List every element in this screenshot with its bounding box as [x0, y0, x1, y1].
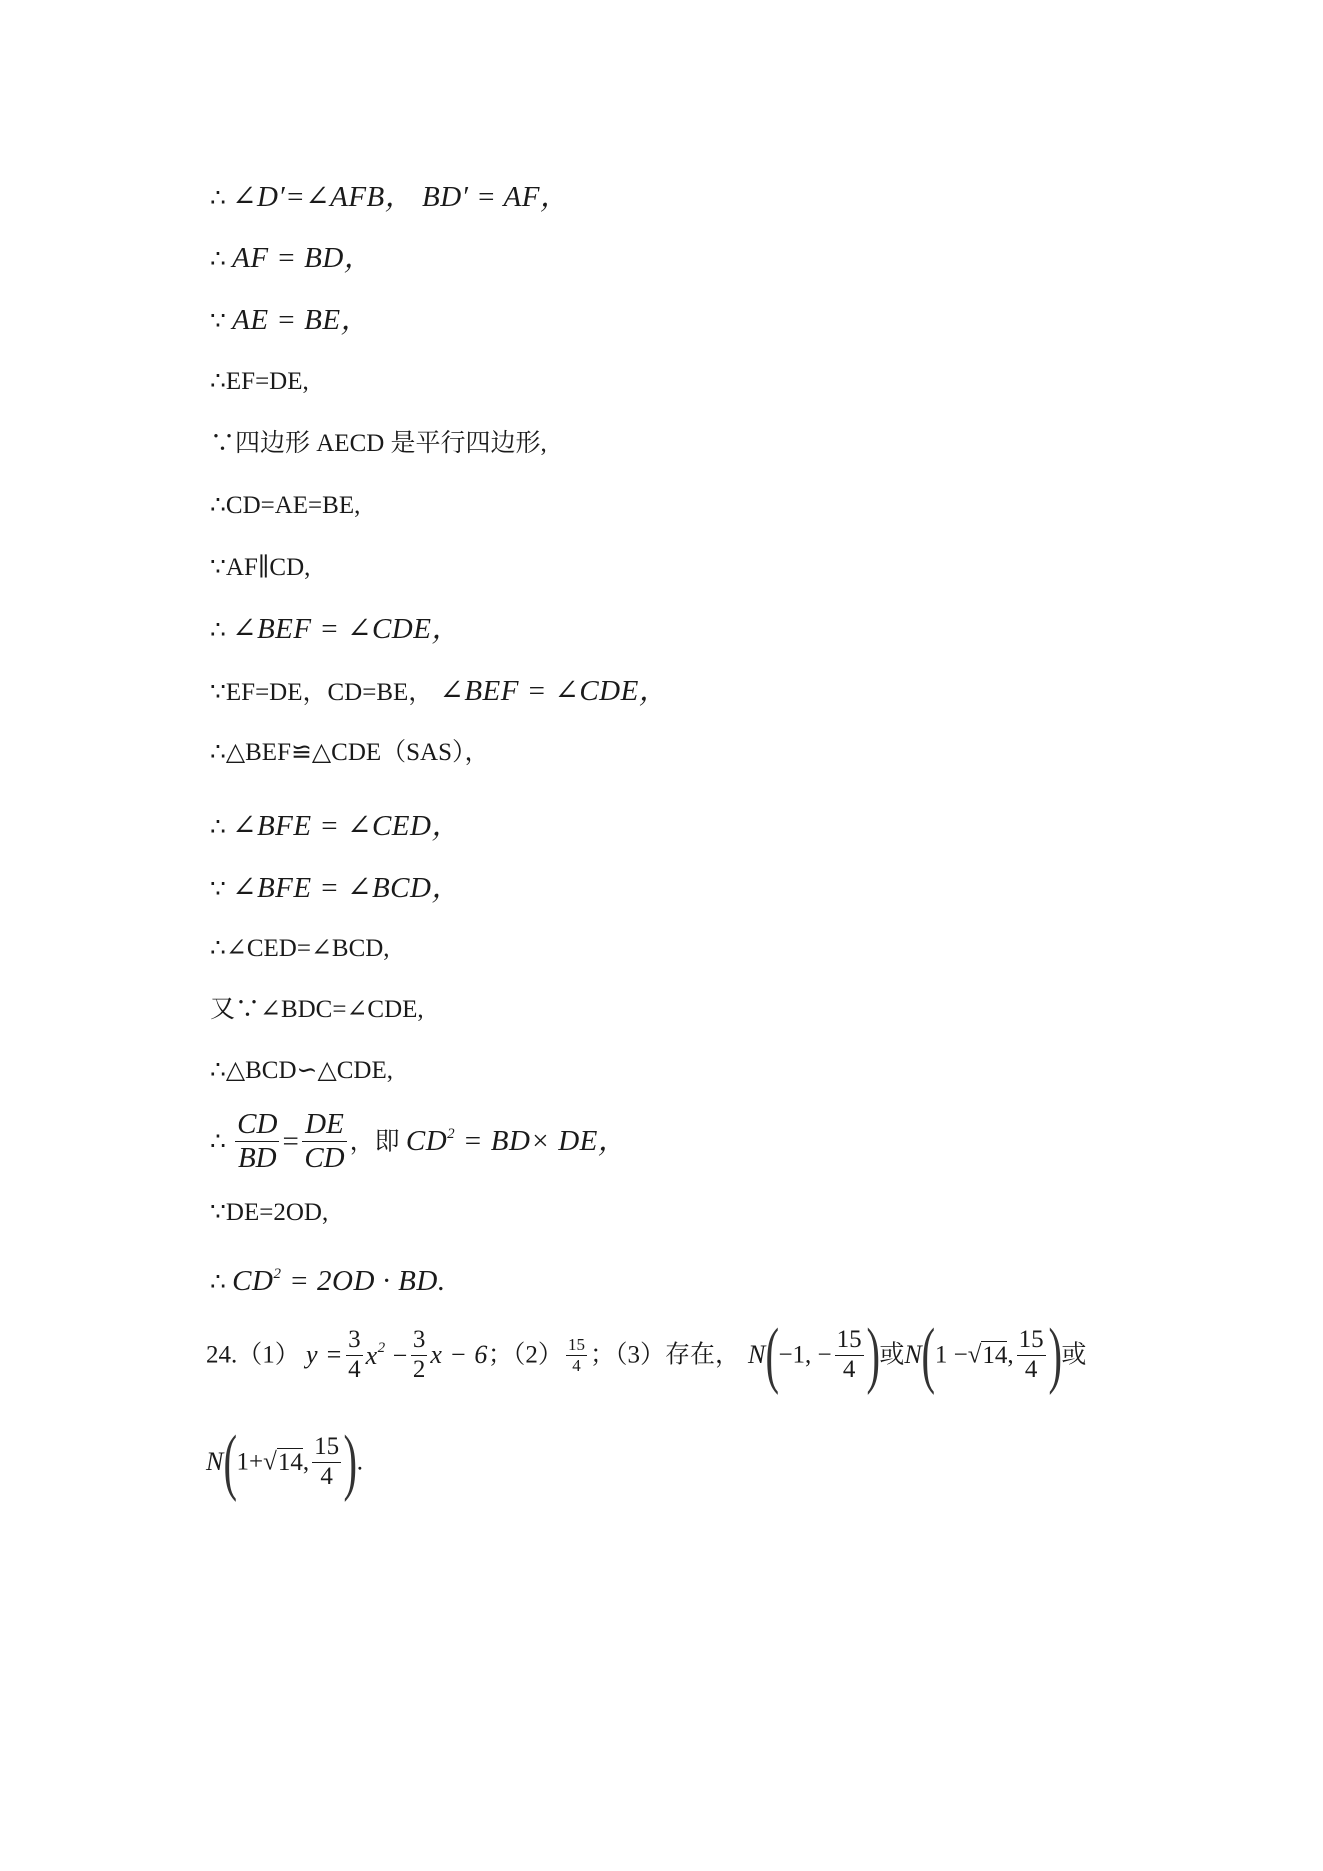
lead-text: ∴ — [210, 814, 233, 841]
left-paren: ( — [223, 1421, 237, 1503]
proof-line-1 — [210, 180, 569, 216]
part-3-label: ；（3）存在， — [589, 1341, 740, 1369]
lead-text: ∴ — [210, 1269, 233, 1296]
math-expr: $CD^2 = BD\times$ DE， — [405, 1125, 628, 1158]
proof-line-12 — [210, 871, 461, 907]
fraction-15-4-n2: $\frac{15}{4}$ — [1018, 1325, 1044, 1383]
math-expr: ∠BEF = ∠CDE， — [232, 613, 461, 645]
lead-text: ∵ — [210, 308, 233, 335]
proof-line-7: ∵AF∥CD, — [210, 554, 311, 581]
left-paren: ( — [765, 1314, 779, 1396]
lead-text: ∵EF=DE，CD=BE， — [210, 679, 440, 706]
proof-line-17: ∵DE=2OD, — [210, 1199, 329, 1226]
fraction-cd-bd: $\frac{CD}{BD}$ — [237, 1108, 278, 1175]
left-paren: ( — [921, 1314, 936, 1396]
proof-line-14: 又∵∠BDC=∠CDE, — [210, 996, 424, 1023]
or-text: 或 — [879, 1341, 905, 1369]
proof-line-10: ∴△BEF≌△CDE（SAS）， — [210, 739, 490, 766]
point-n3-label: N — [206, 1447, 224, 1476]
right-paren: ) — [343, 1421, 358, 1503]
sqrt-14: √14 — [967, 1341, 1008, 1369]
equals-sign: = — [282, 1125, 300, 1158]
math-expr: AF = BD， — [232, 242, 374, 274]
fraction-3-4: $\frac{3}{4}$ — [348, 1325, 361, 1383]
math-expr: ∠BFE = ∠BCD， — [232, 872, 461, 904]
math-tail: x − 6 — [430, 1340, 488, 1369]
proof-line-5: ∵四边形 AECD 是平行四边形, — [210, 430, 547, 457]
math-y: y = — [306, 1340, 344, 1369]
fraction-3-2: $\frac{3}{2}$ — [412, 1325, 426, 1383]
right-paren: ) — [866, 1314, 880, 1396]
lead-text: ∴ — [210, 246, 233, 273]
proof-line-8 — [210, 612, 461, 648]
proof-line-6: ∴CD=AE=BE, — [210, 492, 361, 519]
proof-line-11 — [210, 809, 461, 845]
part-2-label: ；（2） — [487, 1341, 563, 1369]
lead-text: ∴ — [210, 617, 233, 644]
math-expr: ∠D′=∠AFB， BD′ = AF， — [232, 181, 570, 213]
lead-text: ∴ — [210, 185, 233, 212]
proof-line-9 — [210, 674, 668, 710]
mid-text: ，即 — [349, 1128, 406, 1156]
answer-label: 24.（1） — [206, 1341, 300, 1369]
fraction-15-4-n1: $\frac{15}{4}$ — [836, 1325, 862, 1383]
point-n3-coords: 1+ — [236, 1448, 264, 1476]
sqrt-14: √14 — [263, 1448, 303, 1476]
right-paren: ) — [1048, 1314, 1062, 1396]
proof-line-18 — [210, 1257, 446, 1300]
proof-line-4: ∴EF=DE, — [210, 368, 309, 395]
fraction-15-4-n3: $\frac{15}{4}$ — [314, 1432, 340, 1490]
proof-line-16 — [210, 1108, 627, 1176]
math-expr: $CD^2 = 2OD$ · BD. — [232, 1265, 446, 1297]
math-expr: ∠BFE = ∠CED， — [232, 810, 461, 842]
math-expr: ∠BEF = ∠CDE， — [439, 675, 669, 707]
proof-line-3 — [210, 303, 370, 339]
end-period: . — [356, 1448, 363, 1476]
answer-24-line-1: 24.（1） y = $\frac{3}{4}$ $x^2$ − $\frac{3}{2}$ x − 6；（2） $\frac{15}{4}$ ；（3）存在， N(−1, − $\frac{15}{4}$ )或N(1 −√14, $\frac{15}{4}$ )或 — [206, 1314, 1087, 1396]
answer-24-line-2: N(1+√14, $\frac{15}{4}$ ). — [206, 1421, 363, 1503]
or-text: 或 — [1061, 1341, 1087, 1369]
fraction-de-cd: $\frac{DE}{CD}$ — [304, 1108, 345, 1175]
lead-text: ∵ — [210, 876, 233, 903]
proof-line-15: ∴△BCD∽△CDE, — [210, 1057, 393, 1084]
point-n2-coords: 1 − — [934, 1341, 968, 1369]
math-expr: AE = BE， — [232, 304, 371, 336]
proof-line-13: ∴∠CED=∠BCD, — [210, 935, 390, 962]
point-n1-label: N — [747, 1340, 766, 1369]
fraction-15-4: $\frac{15}{4}$ — [567, 1334, 585, 1375]
proof-line-2 — [210, 241, 373, 277]
math-x-squared: $x^2$ − — [365, 1340, 408, 1370]
lead-text: ∴ — [210, 1128, 233, 1156]
point-n1-coords: −1, − — [778, 1341, 832, 1369]
point-n2-label: N — [904, 1340, 923, 1369]
